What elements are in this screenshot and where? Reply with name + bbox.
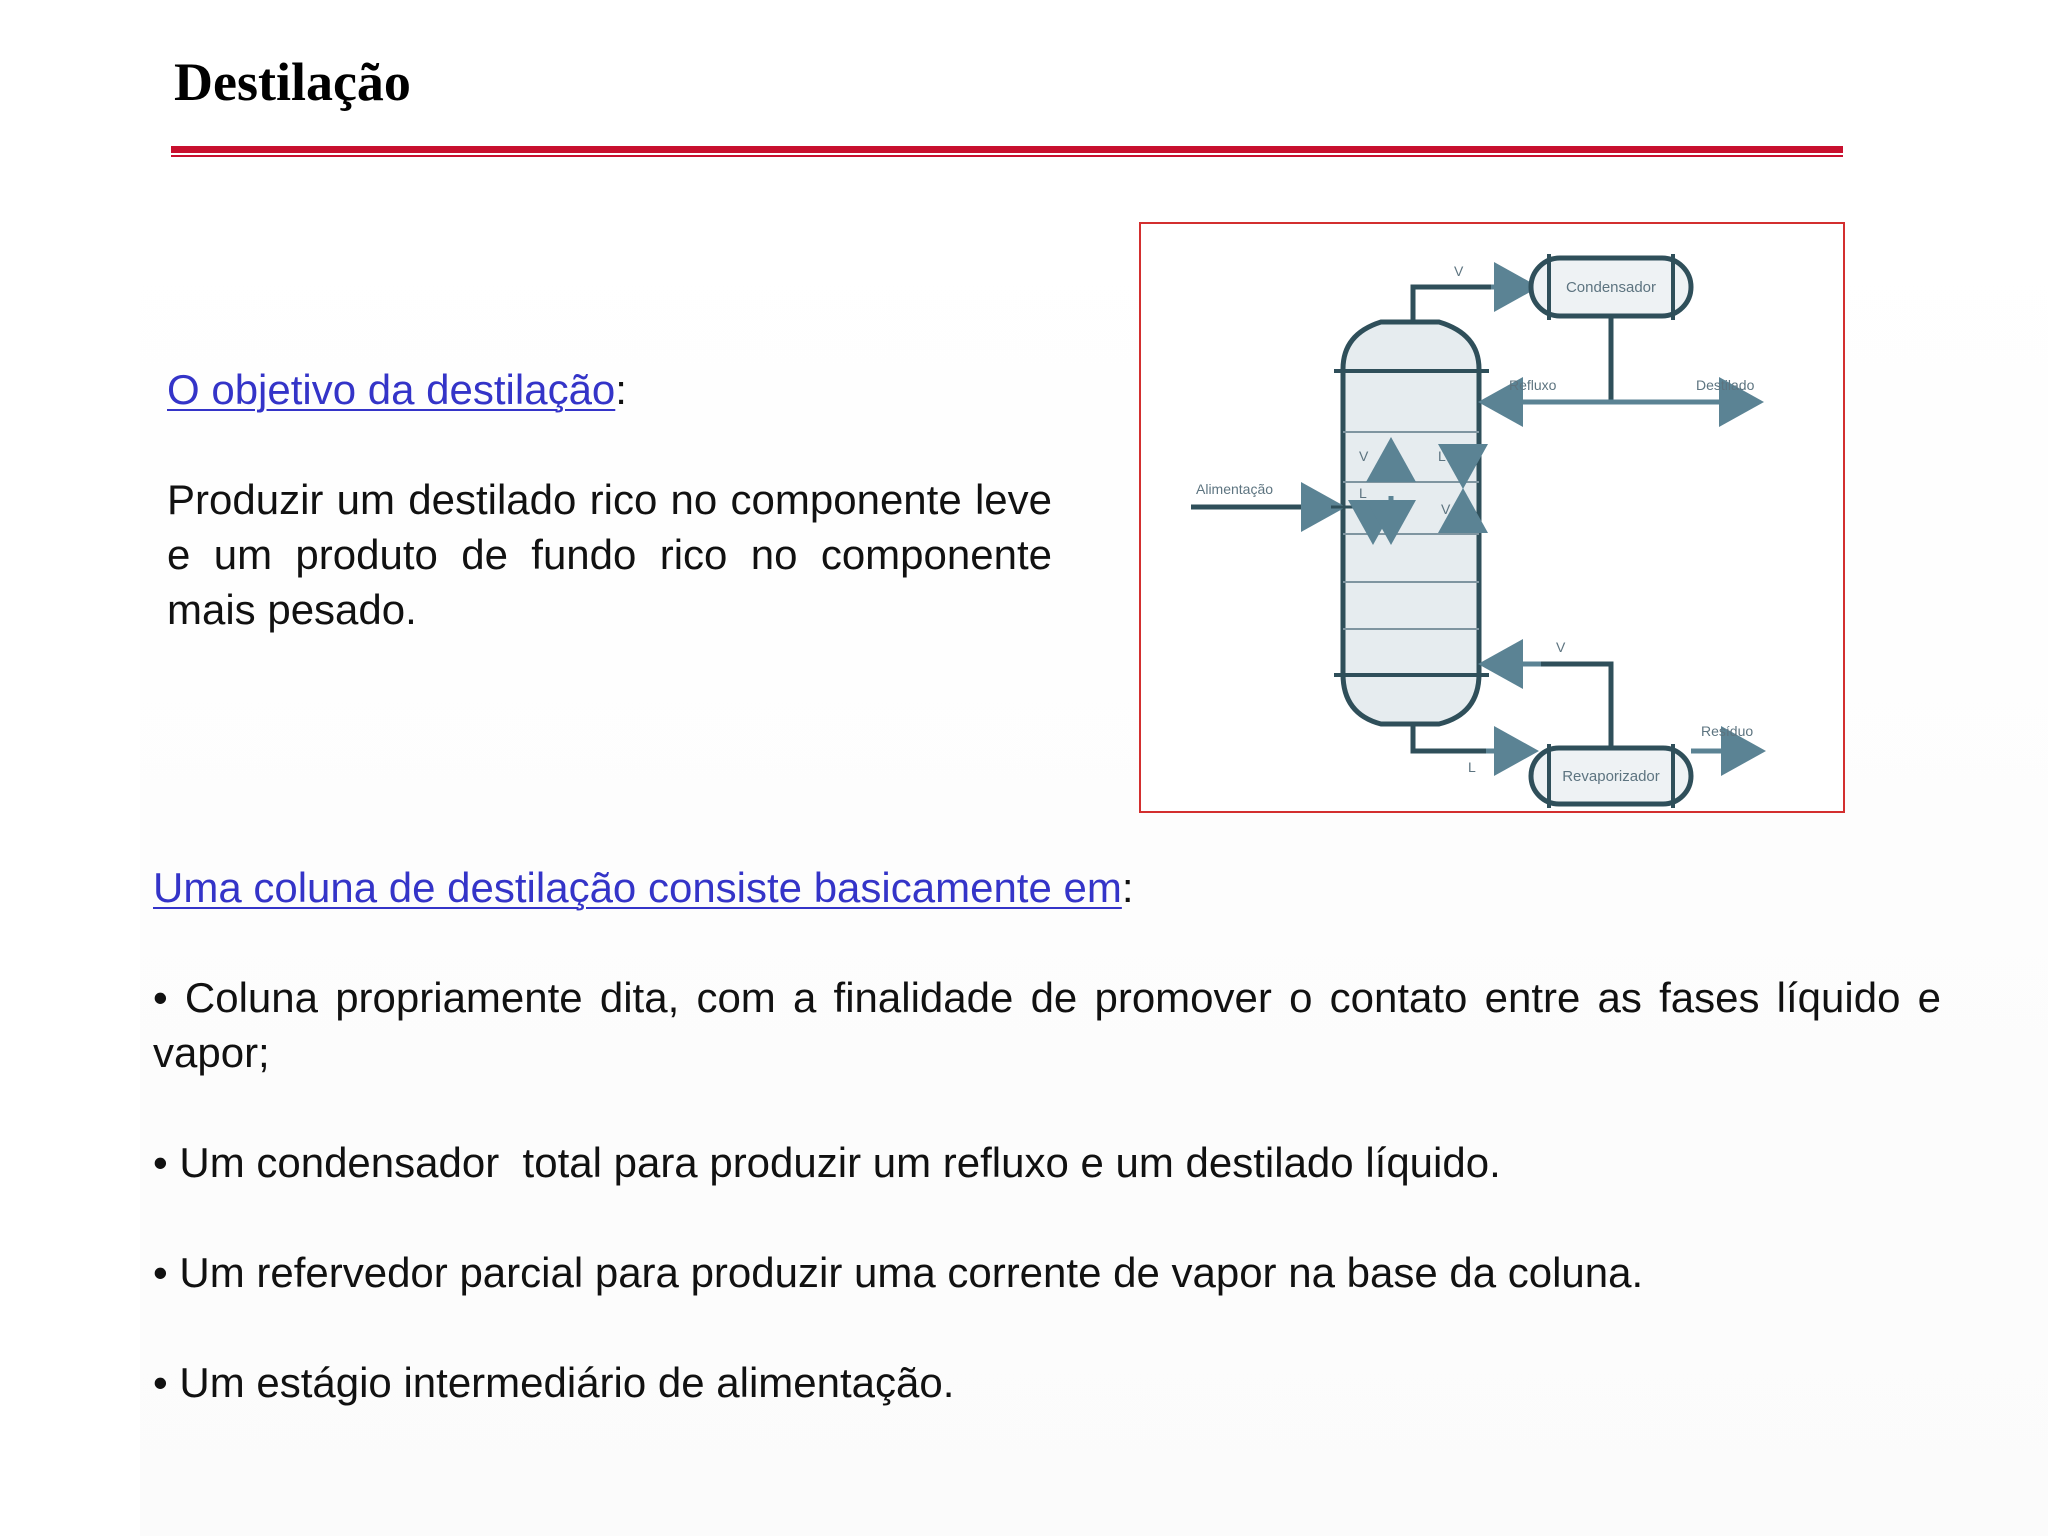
objective-body: Produzir um destilado rico no componente leve e um produto de fundo rico no componente mais pesado. xyxy=(167,476,1052,633)
objective-section xyxy=(167,362,1052,637)
condenser-label: Condensador xyxy=(1565,279,1657,296)
distillation-column-diagram xyxy=(1141,224,1843,811)
list-item: • Um condensador total para produzir um refluxo e um destilado líquido. xyxy=(153,1139,1501,1186)
list-item: • Um estágio intermediário de alimentação. xyxy=(153,1359,955,1406)
components-heading xyxy=(153,860,1941,915)
column-vessel xyxy=(1334,322,1489,724)
bottom-vapor-label: V xyxy=(1556,639,1566,655)
slide-title: Destilação xyxy=(174,52,411,112)
list-item: • Um refervedor parcial para produzir uma corrente de vapor na base da coluna. xyxy=(153,1249,1644,1296)
feed-label: Alimentação xyxy=(1196,481,1274,497)
condenser xyxy=(1531,254,1691,320)
list-item: • Coluna propriamente dita, com a finalidade de promover o contato entre as fases líquido e vapor; xyxy=(153,974,1941,1076)
reboiler-label: Revaporizador xyxy=(1562,768,1660,785)
components-section xyxy=(153,860,1941,1465)
reflux-label: Refluxo xyxy=(1509,377,1557,393)
components-list xyxy=(153,970,1941,1410)
title-underline-thin xyxy=(171,155,1843,157)
residue-label: Resíduo xyxy=(1701,723,1754,739)
distillation-diagram-frame xyxy=(1139,222,1845,813)
distillate-label: Destilado xyxy=(1696,377,1755,393)
top-vapor-label: V xyxy=(1454,263,1464,279)
reflux-distillate-line xyxy=(1493,316,1755,402)
stage-v-left-label: V xyxy=(1359,448,1369,464)
objective-heading-colon: : xyxy=(615,366,627,413)
bottom-liquid-label: L xyxy=(1468,759,1476,775)
objective-heading-link[interactable]: O objetivo da destilação xyxy=(167,366,616,413)
top-vapor-line xyxy=(1413,263,1536,322)
components-heading-colon: : xyxy=(1121,864,1134,911)
bottom-liquid-line xyxy=(1413,724,1524,775)
components-heading-link[interactable]: Uma coluna de destilação consiste basicamente em xyxy=(153,864,1122,911)
objective-heading xyxy=(167,362,1052,417)
stage-l-left-label: L xyxy=(1359,485,1367,501)
reboiler xyxy=(1531,744,1691,808)
title-underline xyxy=(171,146,1843,156)
title-underline-thick xyxy=(171,146,1843,153)
stage-l-right-label: L xyxy=(1438,448,1446,464)
bottom-vapor-line xyxy=(1493,639,1611,749)
residue-line xyxy=(1691,723,1753,751)
stage-v-right-label: V xyxy=(1441,501,1451,517)
